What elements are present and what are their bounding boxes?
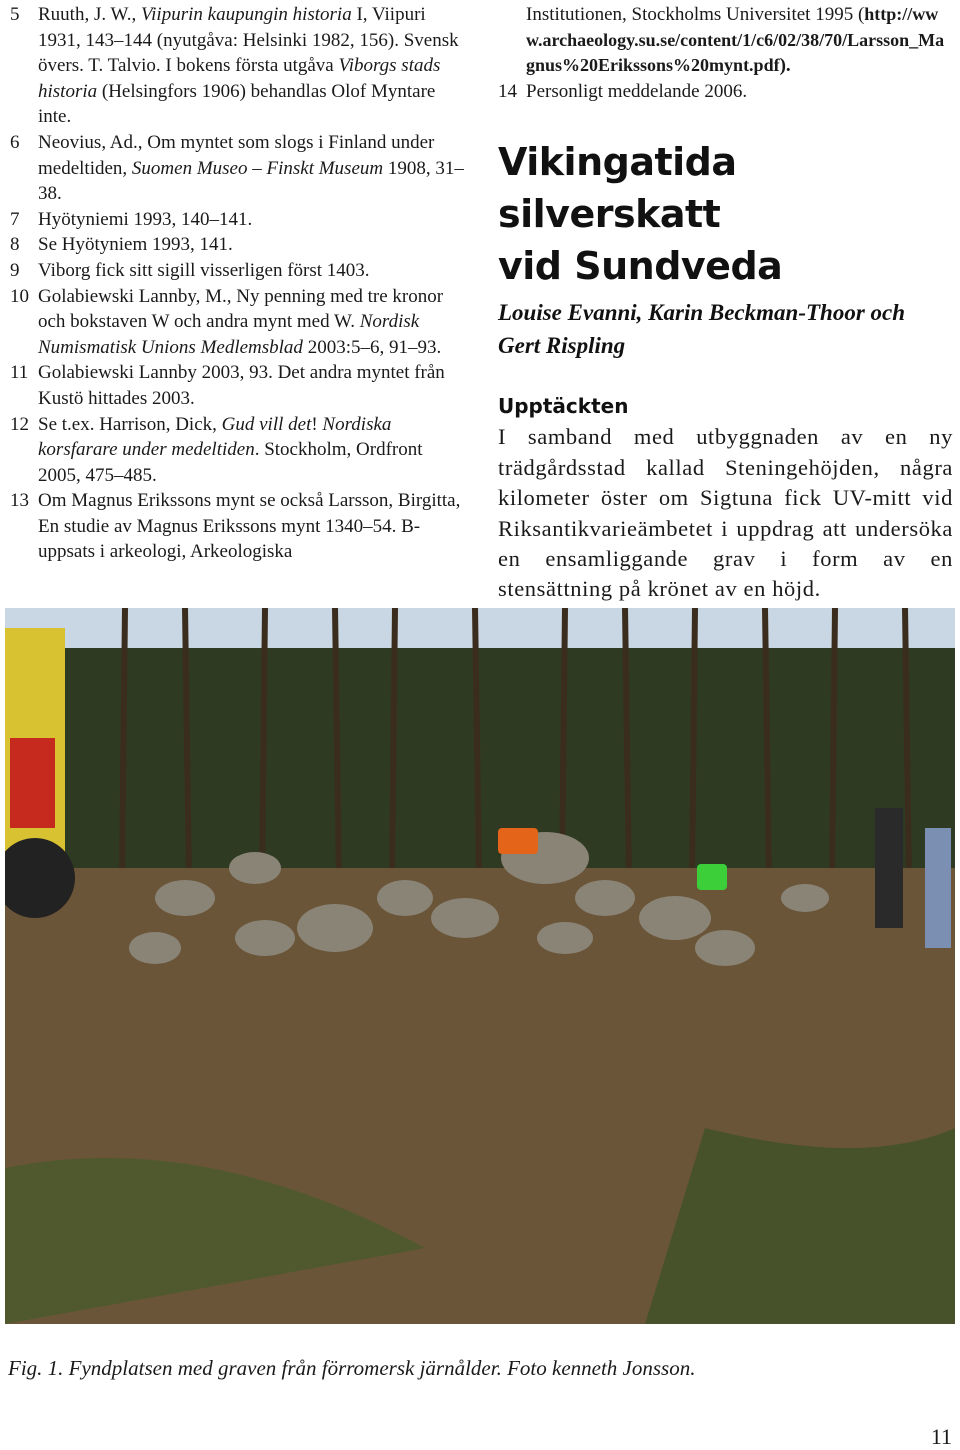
footnote-text: Golabiewski Lannby 2003, 93. Det andra myntet från Kustö hittades 2003. [38,362,445,409]
excavation-photo [5,608,955,1324]
page-number: 11 [930,1424,952,1449]
footnote-text: Viborg fick sitt sigill visserligen först 1403. [38,259,370,281]
footnote-number: 5 [10,4,20,25]
article-title: Vikingatida silverskatt vid Sundveda [498,140,783,289]
footnote-text: Hyötyniemi 1993, 140–141. [38,208,253,230]
footnote-11 [10,360,465,411]
footnote-number: 7 [10,208,20,230]
footnote-url-link[interactable]: http://www.archaeology.su.se/content/1/c6/02/38/70/Larsson_Magnus%20Erikssons%20mynt.pdf [526,4,945,76]
footnote-text: Institutionen, Stockholms Universitet 1995 ( [526,4,865,25]
section-heading: Upptäckten [498,394,629,419]
footnote-14 [498,79,953,105]
footnote-text: Om Magnus Erikssons mynt se också Larsson, Birgitta, En studie av Magnus Erikssons mynt 1340–54. B-uppsats i arkeologi, Arkeologiska [38,490,461,563]
footnote-5 [10,2,465,130]
figure-caption: Fig. 1. Fyndplatsen med graven från förromersk järnålder. Foto kenneth Jonsson. [8,1356,696,1380]
footnote-13 [10,488,465,565]
footnote-7 [10,207,465,233]
footnote-number: 13 [10,490,29,512]
body-paragraph: I samband med utbyggnaden av en ny trädgårdsstad kallad Steningehöjden, några kilometer öster om Sigtuna fick UV-mitt vid Riksantikvarieämbetet i uppdrag att undersöka en ensamliggande grav i form av en stensättning på krönet av en höjd. [498,424,953,602]
footnote-text: Ruuth, J. W., Viipurin kaupungin historia I, Viipuri 1931, 143–144 (nyutgåva: Helsinki 1982, 156). Svensk övers. T. Talvio. I bokens första utgåva Viborgs stads historia (Helsingfors 1906) behandlas Olof Myntare inte. [38,4,459,128]
footnote-6 [10,130,465,207]
footnote-text: Personligt meddelande 2006. [526,80,748,102]
footnote-8 [10,232,465,258]
footnote-number: 14 [498,80,517,102]
footnote-12 [10,412,465,489]
person-figure [875,808,903,928]
footnote-number: 9 [10,259,20,281]
footnote-text: Se Hyötyniem 1993, 141. [38,234,233,256]
footnote-text: Neovius, Ad., Om myntet som slogs i Finland under medeltiden, Suomen Museo – Finskt Museum 1908, 31–38. [38,131,464,205]
footnote-text: Se t.ex. Harrison, Dick, Gud vill det! Nordiska korsfarare under medeltiden. Stockholm, Ordfront 2005, 475–485. [38,413,423,486]
article-authors: Louise Evanni, Karin Beckman-Thoor och Gert Rispling [498,300,906,359]
footnote-number: 6 [10,131,20,153]
footnote-9 [10,258,465,284]
footnote-number: 8 [10,234,20,256]
right-column [498,0,953,605]
photo-illustration [5,608,955,1324]
footnote-number: 11 [10,362,29,384]
footnote-text: Golabiewski Lannby, M., Ny penning med tre kronor och bokstaven W och andra mynt med W. Nordisk Numismatisk Unions Medlemsblad 2003:5–6, 91–93. [38,285,444,358]
footnote-number: 10 [10,285,29,307]
person-figure [925,828,951,948]
footnote-13-continued: Institutionen, Stockholms Universitet 1995 (http://www.archaeology.su.se/content/1/c6/02/38/70/Larsson_Magnus%20Erikssons%20mynt.pdf). [526,4,945,77]
footnote-10 [10,284,465,361]
footnotes-left-column [10,0,465,565]
footnote-number: 12 [10,413,29,435]
